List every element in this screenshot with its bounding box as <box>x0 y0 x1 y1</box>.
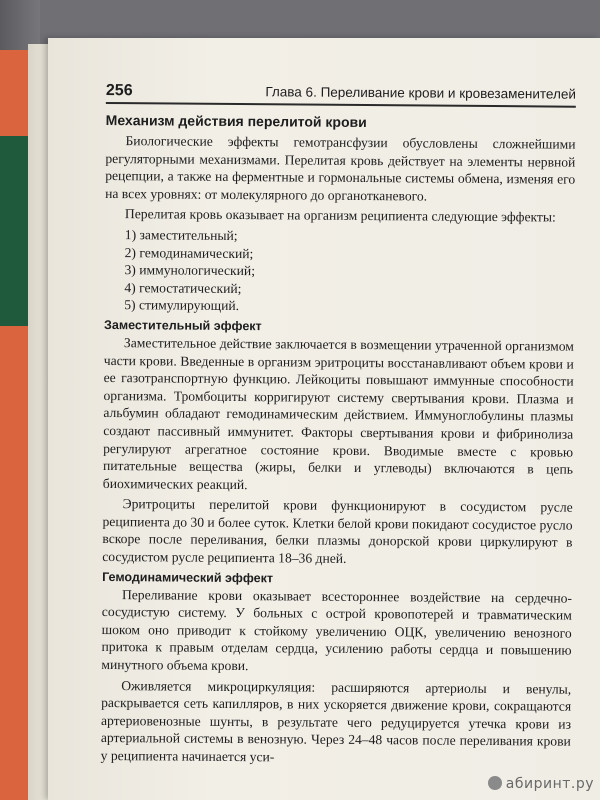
labirint-logo-icon <box>488 776 502 790</box>
running-header <box>106 82 576 108</box>
chapter-title: Глава 6. Переливание крови и кровезаменителей <box>265 84 576 102</box>
list-item: 2) гемодинамический; <box>124 244 254 261</box>
body-paragraph: Оживляется микроциркуляция: расширяются артериолы и венулы, раскрывается сеть капилляров, в них ускоряется движение крови, сокращаются артериовенозные шунты, в результате чего редуцируется утечка крови из артериальной системы в венозную. Через 24–48 часов после переливания крови у реципиента начинается уси- <box>100 677 572 765</box>
intro-paragraph: Биологические эффекты гемотрансфузии обусловлены сложнейшими регуляторными механизмами. Перелитая кровь действует на элементы нервной рецепции, а также на ферментные и гормональные системы обмена, изменяя его на всех уровнях: от молекулярного до органотканевого. <box>105 133 576 204</box>
section-title: Механизм действия перелитой крови <box>105 111 367 131</box>
body-paragraph: Эритроциты перелитой крови функционируют в сосудистом русле реципиента до 30 и более суток. Клетки белой крови покидают сосудистое русло вскоре после переливания, белки плазмы донорской крови циркулируют в сосудистом русле реципиента 18–36 дней. <box>102 496 573 566</box>
hemodynamic-effect-title: Гемодинамический эффект <box>102 569 274 585</box>
effects-list <box>104 226 575 318</box>
page-content <box>101 82 576 771</box>
watermark <box>488 776 594 792</box>
body-paragraph: Переливание крови оказывает всестороннее воздействие на сердечно-сосудистую систему. У больных с острой кровопотерей и травматическим шоком оно приводит к стойкому увеличению ОЦК, увеличению венозного притока к правым отделам сердца, усилению работы сердца и повышению минутного объема крови. <box>101 586 573 674</box>
replacement-effect-title: Заместительный эффект <box>104 317 262 334</box>
page-number: 256 <box>105 82 133 100</box>
intro-paragraph: Перелитая кровь оказывает на организм реципиента следующие эффекты: <box>124 206 556 225</box>
watermark-text: абиринт.ру <box>505 776 594 792</box>
list-item: 4) гемостатический; <box>124 279 242 296</box>
list-item: 1) заместительный; <box>124 227 238 244</box>
list-item: 3) иммунологический; <box>124 262 256 279</box>
book-page <box>48 38 600 800</box>
list-item: 5) стимулирующий. <box>124 297 240 314</box>
body-paragraph: Заместительное действие заключается в возмещении утраченной организмом части крови. Введенные в организм эритроциты восстанавливают объем крови и ее газотранспортную функцию. Лейкоциты повышают иммунные способности организма. Тромбоциты корригируют систему свертывания крови. Плазма и альбумин обладают гемодинамическим действием. Иммуноглобулины плазмы создают пассивный иммунитет. Факторы свертывания крови и фибринолиза регулируют агрегатное состояние крови. Вводимые вместе с кровью питательные вещества (жиры, белки и углеводы) включаются в цепь биохимических реакций. <box>102 335 574 492</box>
book-cover-band <box>0 136 28 326</box>
